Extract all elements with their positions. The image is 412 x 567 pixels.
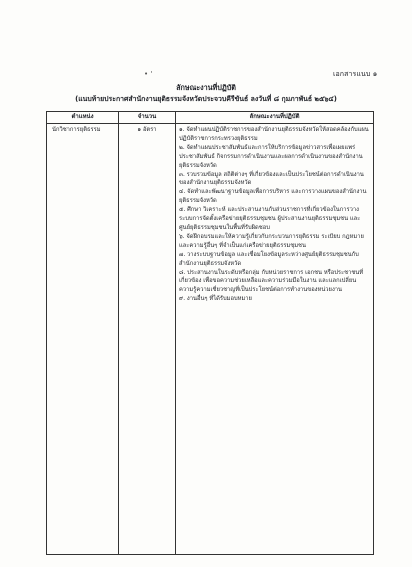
table-row xyxy=(47,124,374,555)
header-position: ตำแหน่ง xyxy=(47,112,119,124)
duty-item: ๕. ศึกษา วิเคราะห์ และประสานงานกับส่วนราชการที่เกี่ยวข้องในการวางระบบการจัดตั้งเครือข่ายยุติธรรมชุมชน ผู้ประสานงานยุติธรรมชุมชน และศูนย์ยุติธรรมชุมชนในพื้นที่รับผิดชอบ xyxy=(179,207,361,231)
document-title: ลักษณะงานที่ปฏิบัติ xyxy=(176,83,236,92)
duties-cell xyxy=(176,124,374,555)
duty-item: ๘. ประสานงานในระดับหรือกลุ่ม กับหน่วยราชการ เอกชน หรือประชาชนที่เกี่ยวข้อง เพื่อขอความช่วยเหลือและความร่วมมือในงาน และแลกเปลี่ยนความรู้ความเชี่ยวชาญที่เป็นประโยชน์ต่อการทำงานของหน่วยงาน xyxy=(179,269,364,294)
duty-item: ๗. วางระบบฐานข้อมูล และเชื่อมโยงข้อมูลระหว่างศูนย์ยุติธรรมชุมชนกับสำนักงานยุติธรรมจังหวัด xyxy=(179,251,359,267)
duty-item: ๒. จัดทำแผนประชาสัมพันธ์และการให้บริการข้อมูลข่าวสารเพื่อเผยแพร่ประชาสัมพันธ์ กิจกรรมการดำเนินงานและผลการดำเนินงานของสำนักงานยุติธรรมจังหวัด xyxy=(179,144,363,169)
document-subtitle: (แนบท้ายประกาศสำนักงานยุติธรรมจังหวัดประจวบคีรีขันธ์ ลงวันที่ ๘ กุมภาพันธ์ ๒๕๖๔) xyxy=(75,95,337,103)
table-header-row xyxy=(47,112,374,124)
duty-item: ๑. จัดทำแผนปฏิบัติราชการของสำนักงานยุติธรรมจังหวัดให้สอดคล้องกับแผนปฏิบัติราชการกระทรวงยุติธรรม xyxy=(179,127,369,142)
attachment-reference: เอกสารแนบ ๑ xyxy=(333,70,378,78)
duty-item: ๔. จัดทำและพัฒนาฐานข้อมูลเพื่อการบริหาร และการวางแผนของสำนักงานยุติธรรมจังหวัด xyxy=(179,189,367,205)
header-count: จำนวน xyxy=(119,112,176,124)
duty-item: ๖. จัดฝึกอบรมและให้ความรู้เกี่ยวกับกระบวนการยุติธรรม ระเบียบ กฎหมาย และความรู้อื่นๆ ที่จำเป็นแก่เครือข่ายยุติธรรมชุมชน xyxy=(179,233,364,249)
header-duties: ลักษณะงานที่ปฏิบัติ xyxy=(176,112,374,124)
position-cell: นักวิชาการยุติธรรม xyxy=(47,124,119,555)
count-cell: ๑ อัตรา xyxy=(119,124,176,555)
scan-mark: • ' xyxy=(144,70,153,78)
duties-table xyxy=(46,111,374,555)
duty-item: ๙. งานอื่นๆ ที่ได้รับมอบหมาย xyxy=(179,296,252,303)
duty-item: ๓. รวบรวมข้อมูล สถิติต่างๆ ที่เกี่ยวข้องและเป็นประโยชน์ต่อการดำเนินงานของสำนักงานยุติธรรมจังหวัด xyxy=(179,171,364,187)
